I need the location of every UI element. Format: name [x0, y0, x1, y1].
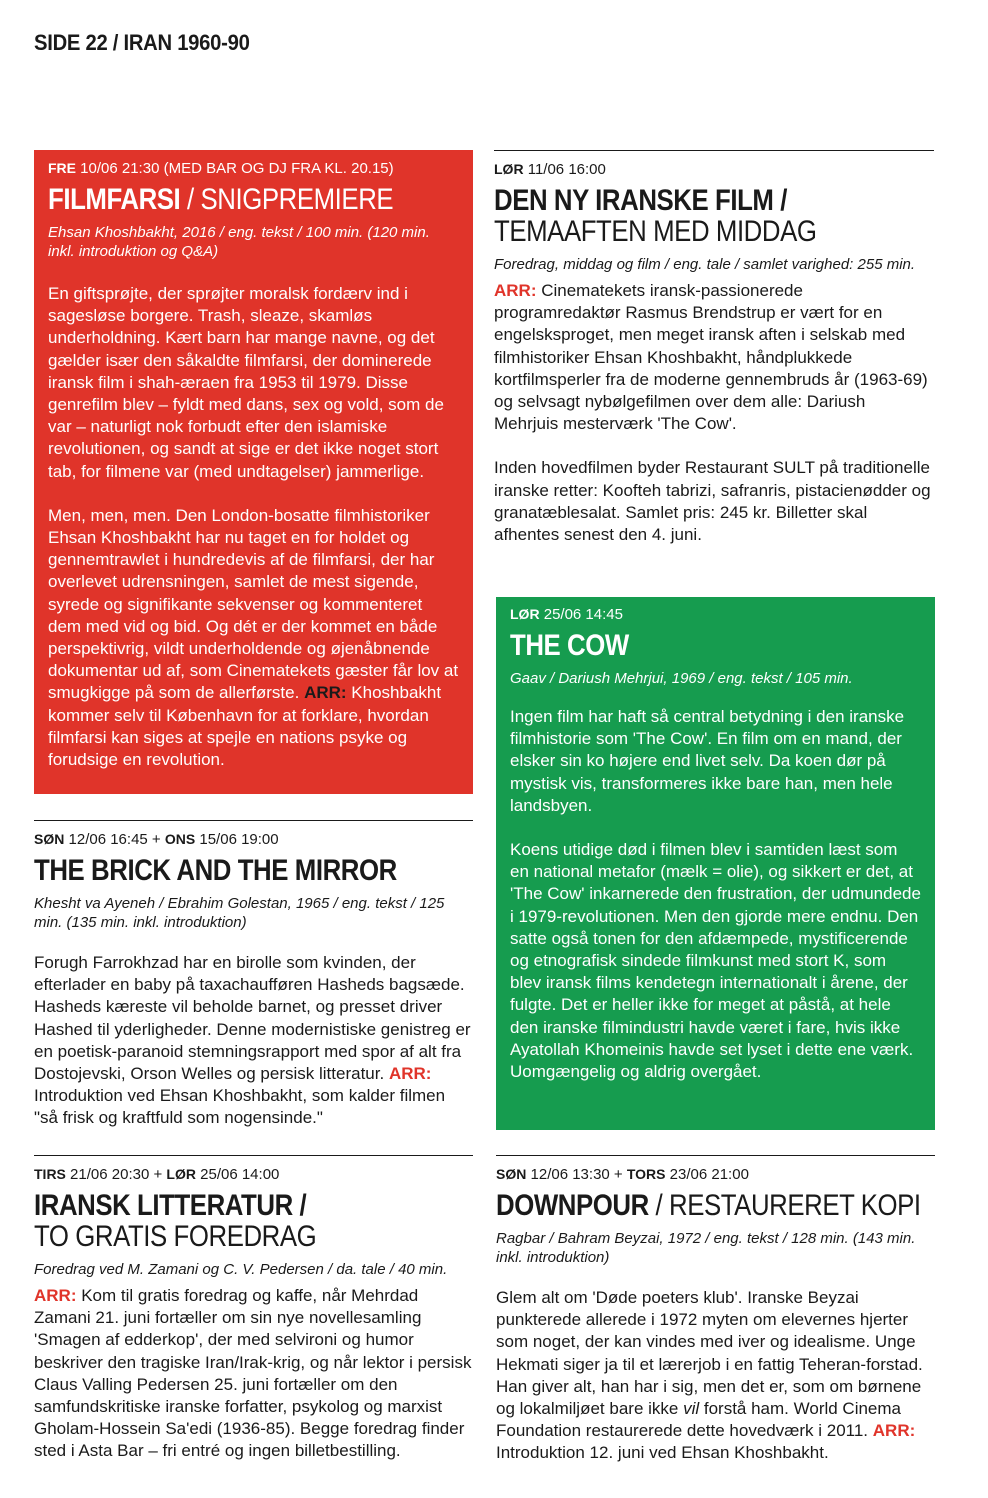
event-title: DEN NY IRANSKE FILM / [494, 184, 787, 217]
brick-mirror-event [34, 820, 473, 1138]
arr-label: ARR: [304, 683, 347, 703]
event-description-2 [48, 505, 459, 771]
event-schedule [48, 159, 459, 178]
event-title: THE BRICK AND THE MIRROR [34, 854, 397, 887]
event-schedule [34, 1165, 473, 1184]
event-meta: Ragbar / Bahram Beyzai, 1972 / eng. tekst / 128 min. (143 min. inkl. introduktion) [496, 1230, 916, 1266]
arr-label: ARR: [872, 1421, 916, 1441]
title-sub: / RESTAURERET KOPI [648, 1189, 921, 1222]
desc-text-tail: Khoshbakht kommer selv til København for at forklare, hvordan filmfarsi kan siges at spejle en nations psyke og forudsige en revolution. [48, 683, 442, 770]
event-title: THE COW [510, 629, 629, 662]
arr-label: ARR: [388, 1064, 432, 1084]
event-time-2: 25/06 14:00 [195, 1166, 280, 1183]
event-meta: Foredrag ved M. Zamani og C. V. Pedersen / da. tale / 40 min. [34, 1261, 448, 1278]
desc-text: Forugh Farrokhzad har en birolle som kvinden, der efterlader en baby på taxachaufføren Hasheds bagsæde. Hasheds kæreste vil beholde barnet, og presset driver Hashed til yderligheder. Denne modernistiske genistreg er en poetisk-paranoid stemningsrapport med spor af alt fra Dostojevski, Orson Welles og persisk litteratur. [34, 953, 471, 1084]
event-description [496, 1287, 935, 1465]
event-description-2: Koens utidige død i filmen blev i samtiden læst som en national metafor (mælk = olie), og sikkert er det, at 'The Cow' inkarnerede den frustration, der udmundede i 1979-revolutionen. Men den gjorde mere endnu. Den satte også tonen for den afdæmpede, mystificerende og etnografisk sindede filmkunst med stort K, som blev iransk films kendetegn internationalt i årene, der fulgte. Det er heller ikke for meget at påstå, at hele den iranske filmindustri havde været i fare, hvis ikke Ayatollah Khomeinis havde set lyset i dette ene værk. Uomgængelig og aldrig overgået. [510, 840, 921, 1082]
event-subtitle: TEMAAFTEN MED MIDDAG [494, 215, 817, 248]
title-sub: / SNIGPREMIERE [180, 183, 394, 216]
event-description-2: Inden hovedfilmen byder Restaurant SULT på traditionelle iranske retter: Koofteh tabrizi, safranris, pistacienødder og granatæblesalat. Samlet pris: 245 kr. Billetter skal afhentes senest den 4. juni. [494, 458, 931, 545]
desc-emphasis: vil [683, 1399, 700, 1419]
event-subtitle: TO GRATIS FOREDRAG [34, 1220, 317, 1253]
desc-text-tail: Introduktion 12. juni ved Ehsan Khoshbakht. [496, 1443, 829, 1463]
page-header: SIDE 22 / IRAN 1960-90 [34, 30, 250, 55]
event-day: TIRS [34, 1166, 66, 1182]
event-time: 12/06 16:45 + [64, 831, 165, 848]
event-description [494, 280, 934, 435]
filmfarsi-event [34, 150, 473, 794]
the-cow-event [496, 597, 935, 1130]
desc-text: Cinematekets iransk-passionerede programredaktør Rasmus Brendstrup er vært for en engelsksproget, men meget iransk aften i selskab med filmhistoriker Ehsan Khoshbakht, håndplukkede kortfilmsperler fra de moderne gennembruds år (1963-69) og selvsagt nybølgefilmen over dem alle: Dariush Mehrjuis mesterværk 'The Cow'. [494, 281, 928, 434]
event-description [34, 1285, 473, 1463]
desc-text-mid: forstå ham. World Cinema Foundation restaurerede dette hovedværk i 2011. [496, 1399, 902, 1441]
event-title: IRANSK LITTERATUR / [34, 1189, 307, 1222]
event-day: SØN [496, 1166, 527, 1182]
event-title [496, 1189, 921, 1222]
event-meta: Ehsan Khoshbakht, 2016 / eng. tekst / 100 min. (120 min. inkl. introduktion og Q&A) [48, 224, 430, 260]
downpour-event [496, 1155, 935, 1475]
event-time: 12/06 13:30 + [526, 1166, 627, 1183]
arr-label: ARR: [34, 1286, 77, 1305]
desc-text: Men, men, men. Den London-bosatte filmhistoriker Ehsan Khoshbakht har nu taget en for holdet og gennemtrawlet i hundredevis af de filmfarsi, der har overlevet udrensningen, samlet de mest sigende, syrede og signifikante sekvenser og kommenteret dem med vid og bid. Og dét er der kommet en både perspektivrig, vildt underholdende og øjenåbnende dokumentar ud af, som Cinematekets gæster får lov at smugkigge på som de allerførste. [48, 505, 459, 703]
event-day: FRE [48, 160, 76, 176]
event-time: 25/06 14:45 [539, 606, 623, 623]
desc-text: Glem alt om 'Døde poeters klub'. Iranske Beyzai punkterede allerede i 1972 myten om elevernes hjerter som noget, der kan vindes med iver og idealisme. Unge Hekmati siger ja til et lærerjob i en fattig Teheran-forstad. Han giver alt, han har i sig, men det er, som om børnene og lokalmiljøet bare ikke [496, 1288, 923, 1419]
event-description: En giftsprøjte, der sprøjter moralsk fordærv ind i sagesløse borgere. Trash, sleaze, skamløs underholdning. Kært barn har mange navne, og det gælder især den såkaldte filmfarsi, der dominerede iransk film i shah-æraen fra 1953 til 1979. Disse genrefilm blev – fyldt med dans, sex og vold, som de var – naturligt nok forbudt efter den islamiske revolutionen, og sandt at sige er det ikke noget stort tab, for filmene var (med undtagelser) jammerlige. [48, 284, 444, 481]
desc-text: Kom til gratis foredrag og kaffe, når Mehrdad Zamani 21. juni fortæller om sin nye novellesamling 'Smagen af edderkop', der med selvironi og humor beskriver den tragiske Iran/Irak-krig, og når lektor i persisk Claus Valling Pedersen 25. juni fortæller om den samfundskritiske iranske forfatter, psykolog og marxist Gholam-Hossein Sa'edi (1936-85). Begge foredrag finder sted i Asta Bar – fri entré og ingen billetbestilling. [34, 1286, 472, 1461]
event-meta: Gaav / Dariush Mehrjui, 1969 / eng. tekst / 105 min. [510, 670, 853, 687]
event-time-2: 23/06 21:00 [665, 1166, 749, 1183]
event-time: 11/06 16:00 [523, 161, 606, 178]
ny-iranske-event [494, 150, 934, 570]
event-day-2: TORS [626, 1166, 666, 1182]
title-main: DOWNPOUR [496, 1189, 649, 1222]
event-time-2: 15/06 19:00 [195, 831, 279, 848]
event-description [34, 952, 473, 1130]
event-day-2: ONS [164, 831, 196, 847]
event-time: 21/06 20:30 + [65, 1166, 167, 1183]
event-day: LØR [494, 161, 524, 177]
event-schedule [496, 1165, 935, 1184]
event-schedule [494, 160, 934, 179]
title-main: FILMFARSI [48, 183, 181, 216]
arr-label: ARR: [494, 281, 537, 300]
event-description: Ingen film har haft så central betydning i den iranske filmhistorie som 'The Cow'. En film om en mand, der elsker sin ko højere end livet selv. Da koen dør på mystisk vis, transformeres ikke bare han, men hele landsbyen. [510, 707, 905, 815]
event-time: 10/06 21:30 (MED BAR OG DJ FRA KL. 20.15) [76, 160, 394, 177]
event-schedule [510, 605, 921, 624]
iransk-litteratur-event [34, 1155, 473, 1475]
event-day: LØR [510, 606, 540, 622]
event-meta: Khesht va Ayeneh / Ebrahim Golestan, 1965 / eng. tekst / 125 min. (135 min. inkl. introduktion) [34, 895, 445, 931]
event-day: SØN [34, 831, 65, 847]
event-schedule [34, 830, 473, 849]
event-title [48, 184, 401, 215]
event-day-2: LØR [166, 1166, 196, 1182]
desc-text-tail: Introduktion ved Ehsan Khoshbakht, som kalder filmen "så frisk og kraftfuld som nogensinde." [34, 1086, 446, 1128]
event-meta: Foredrag, middag og film / eng. tale / samlet varighed: 255 min. [494, 256, 916, 273]
